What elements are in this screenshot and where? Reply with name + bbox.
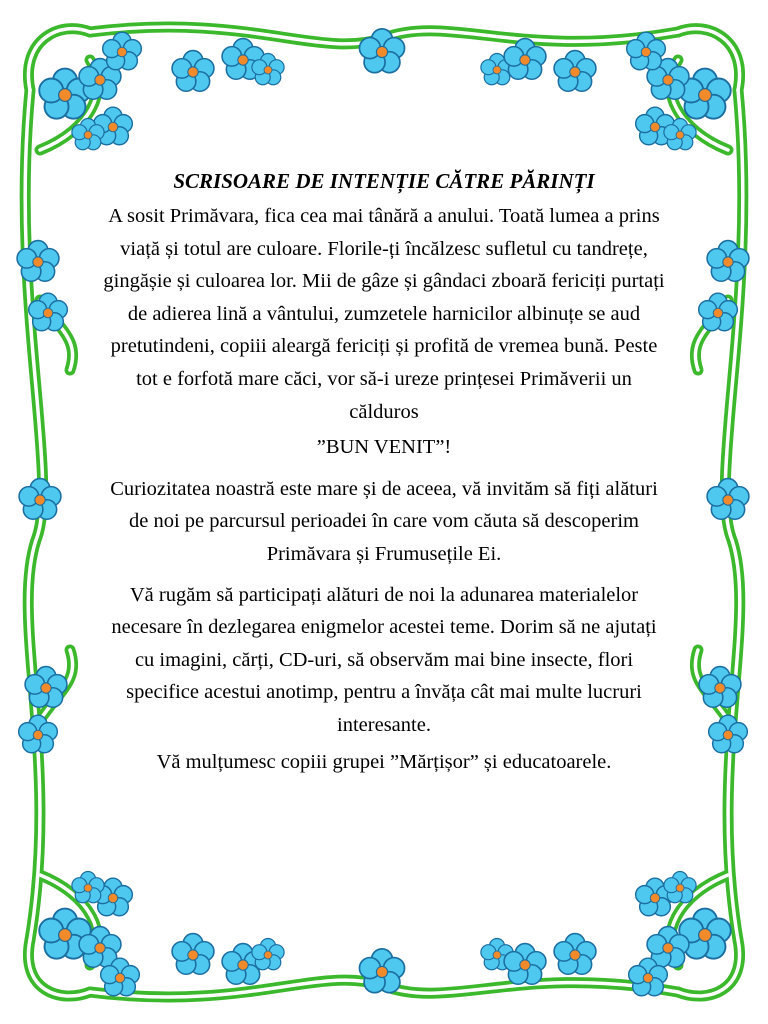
paragraph-request: Vă rugăm să participați alături de noi la adunarea materialelor necesare în dezlegarea enigmelor acestei teme. Dorim să ne ajutați cu imagini, cărți, CD-uri, să observăm mai bine insecte, flori specifice acestui anotimp, pentru a învăța cât mai multe lucruri interesante. xyxy=(111,583,657,736)
paragraph-intro: A sosit Primăvara, fica cea mai tânără a anului. Toată lumea a prins viață și totul are culoare. Florile-ți încălzesc sufletul cu tandrețe, gingășie și culoarea lor. Mii de gâze și gândaci zboară fericiți purtați de adierea lină a vântului, zumzetele harnicilor albinuțe se aud pretutindeni, copiii aleargă fericiți și profită de vremea bună. Peste tot e forfotă mare căci, vor să-i ureze prințesei Primăverii un călduros xyxy=(103,205,665,423)
paragraph-invitation: Curiozitatea noastră este mare și de aceea, vă invităm să fiți alături de noi pe parcursul perioadei în care vom căuta să descoperim Primăvara și Frumusețile Ei. xyxy=(110,477,658,565)
letter-title: SCRISOARE DE INTENȚIE CĂTRE PĂRINȚI xyxy=(173,169,595,193)
paragraph-signature: Vă mulțumesc copiii grupei ”Mărțișor” și educatoarele. xyxy=(156,750,612,773)
letter-body xyxy=(100,166,668,784)
paragraph-greeting: ”BUN VENIT”! xyxy=(316,436,452,459)
